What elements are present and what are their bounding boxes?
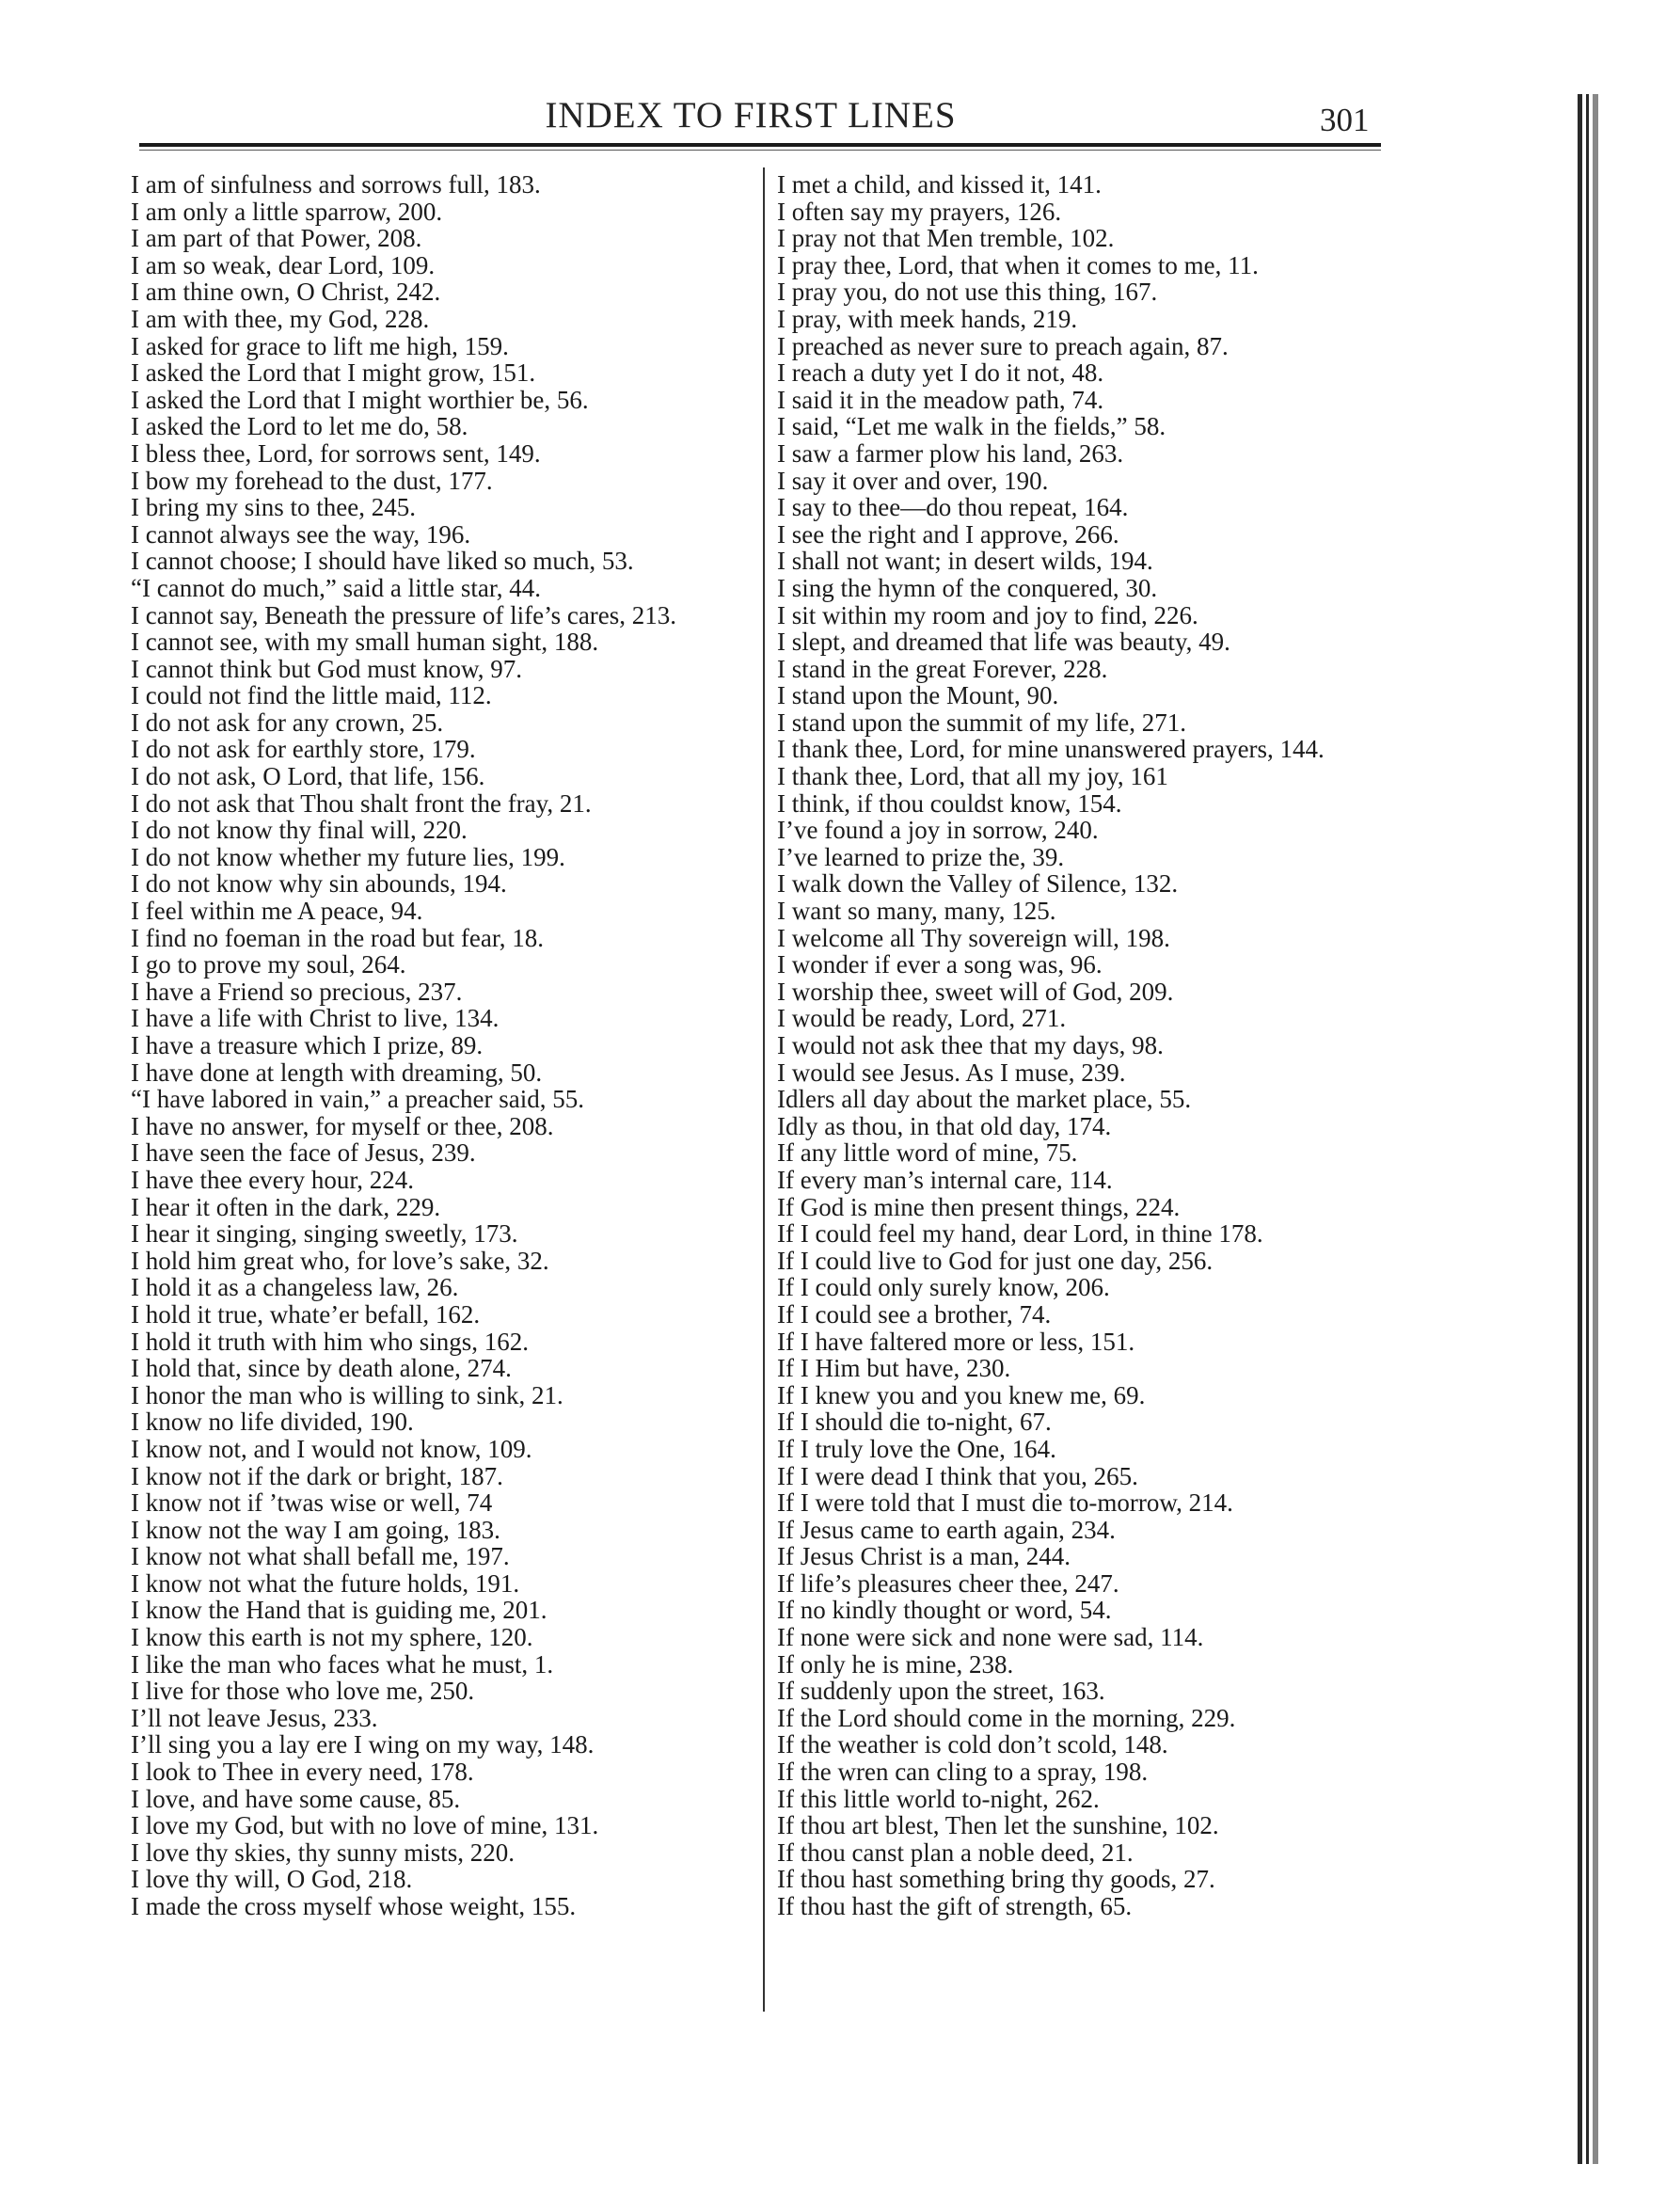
index-entry: If I were dead I think that you, 265. (777, 1461, 1138, 1490)
index-entry: If thou canst plan a noble deed, 21. (777, 1838, 1134, 1867)
index-entry: I asked the Lord that I might grow, 151. (131, 358, 536, 388)
index-entry: If none were sick and none were sad, 114. (777, 1623, 1204, 1652)
index-entry: I go to prove my soul, 264. (131, 950, 406, 979)
index-entry: I said it in the meadow path, 74. (777, 385, 1104, 414)
index-entry: I am only a little sparrow, 200. (131, 197, 443, 226)
index-entry: I am of sinfulness and sorrows full, 183. (131, 170, 541, 199)
index-entry: I know not what the future holds, 191. (131, 1568, 520, 1598)
index-entry: I feel within me A peace, 94. (131, 897, 423, 926)
index-entry: I do not know why sin abounds, 194. (131, 869, 507, 899)
index-entry: I met a child, and kissed it, 141. (777, 170, 1102, 199)
index-entry: I say to thee—do thou repeat, 164. (777, 493, 1129, 522)
index-entry: I think, if thou couldst know, 154. (777, 788, 1122, 818)
index-entry: I cannot choose; I should have liked so much, 53. (131, 547, 634, 576)
index-entry: I am so weak, dear Lord, 109. (131, 250, 436, 279)
index-entry: I cannot see, with my small human sight, 188. (131, 628, 599, 657)
index-entry: I hear it singing, singing sweetly, 173. (131, 1219, 518, 1249)
index-entry: If I could feel my hand, dear Lord, in thine 178. (777, 1219, 1263, 1249)
index-entry: If thou hast something bring thy goods, 27. (777, 1865, 1215, 1894)
index-entry: I hear it often in the dark, 229. (131, 1192, 441, 1221)
left-column (131, 171, 752, 1920)
index-entry: If I were told that I must die to-morrow, 214. (777, 1488, 1233, 1518)
index-entry: “I have labored in vain,” a preacher said, 55. (131, 1085, 585, 1114)
index-entry: I know not, and I would not know, 109. (131, 1434, 532, 1463)
index-entry: If this little world to-night, 262. (777, 1784, 1100, 1813)
index-entry: I bow my forehead to the dust, 177. (131, 466, 493, 495)
index-entry: If every man’s internal care, 114. (777, 1165, 1113, 1194)
index-entry: If any little word of mine, 75. (777, 1138, 1078, 1168)
index-entry: I stand upon the summit of my life, 271. (777, 708, 1186, 737)
index-entry: I love thy skies, thy sunny mists, 220. (131, 1838, 516, 1867)
index-entry: I love my God, but with no love of mine, 131. (131, 1811, 599, 1840)
index-entry: If I knew you and you knew me, 69. (777, 1380, 1146, 1409)
index-entry: I made the cross myself whose weight, 155. (131, 1892, 577, 1920)
index-entry: If only he is mine, 238. (777, 1649, 1014, 1679)
index-entry: I often say my prayers, 126. (777, 197, 1062, 226)
index-entry: I cannot say, Beneath the pressure of life’s cares, 213. (131, 600, 677, 629)
index-entry: I know not the way I am going, 183. (131, 1515, 500, 1544)
index-entry: I have no answer, for myself or thee, 208. (131, 1111, 554, 1140)
index-entry: I welcome all Thy sovereign will, 198. (777, 923, 1170, 952)
index-entry: If Jesus came to earth again, 234. (777, 1515, 1116, 1544)
index-entry: I love, and have some cause, 85. (131, 1784, 461, 1813)
index-entry: If I could live to God for just one day, 256. (777, 1246, 1214, 1275)
index-entry: Idly as thou, in that old day, 174. (777, 1111, 1112, 1140)
index-entry: If I have faltered more or less, 151. (777, 1327, 1135, 1356)
index-entry: If I truly love the One, 164. (777, 1434, 1056, 1463)
index-entry: If the Lord should come in the morning, 229. (777, 1703, 1236, 1732)
index-entry: I have a life with Christ to live, 134. (131, 1004, 500, 1033)
index-entry: I have done at length with dreaming, 50. (131, 1058, 543, 1087)
index-entry: I am part of that Power, 208. (131, 224, 422, 253)
index-entry: I worship thee, sweet will of God, 209. (777, 977, 1174, 1006)
index-entry: I do not ask for earthly store, 179. (131, 735, 476, 764)
index-entry: I hold it truth with him who sings, 162. (131, 1327, 530, 1356)
index-entry: I see the right and I approve, 266. (777, 519, 1119, 549)
index-entry: If I should die to-night, 67. (777, 1408, 1052, 1437)
index-entry: Idlers all day about the market place, 55. (777, 1085, 1192, 1114)
index-entry: I asked the Lord to let me do, 58. (131, 412, 468, 441)
index-entry: I said, “Let me walk in the fields,” 58. (777, 412, 1166, 441)
index-entry: I find no foeman in the road but fear, 18. (131, 923, 545, 952)
index-entry: I pray not that Men tremble, 102. (777, 224, 1115, 253)
index-entry: I do not know thy final will, 220. (131, 816, 468, 845)
index-entry: If thou art blest, Then let the sunshine, 102. (777, 1811, 1219, 1840)
index-entry: I am with thee, my God, 228. (131, 304, 430, 333)
index-entry: I know this earth is not my sphere, 120. (131, 1623, 533, 1652)
index-entry: I have seen the face of Jesus, 239. (131, 1138, 476, 1168)
page-edge-shadow (1593, 94, 1598, 2164)
index-entry: I could not find the little maid, 112. (131, 681, 492, 710)
index-entry: I have thee every hour, 224. (131, 1165, 415, 1194)
right-column (777, 171, 1388, 1920)
index-entry: I do not ask, O Lord, that life, 156. (131, 762, 485, 791)
index-entry: I know not if ’twas wise or well, 74 (131, 1488, 493, 1518)
index-entry: I sit within my room and joy to find, 226. (777, 600, 1198, 629)
index-entry: I asked the Lord that I might worthier be, 56. (131, 385, 589, 414)
index-entry: I hold it as a changeless law, 26. (131, 1273, 459, 1302)
index-entry: I like the man who faces what he must, 1. (131, 1649, 554, 1679)
page-title: INDEX TO FIRST LINES (545, 95, 957, 135)
index-entry: I saw a farmer plow his land, 263. (777, 438, 1124, 468)
index-entry: I shall not want; in desert wilds, 194. (777, 547, 1153, 576)
index-entry: I bring my sins to thee, 245. (131, 493, 416, 522)
index-entry: I know not what shall befall me, 197. (131, 1542, 510, 1571)
index-entry: I do not ask for any crown, 25. (131, 708, 444, 737)
index-entry: I thank thee, Lord, for mine unanswered prayers, 144. (777, 735, 1325, 764)
index-entry: If the weather is cold don’t scold, 148. (777, 1730, 1168, 1759)
page-edge-shadow (1586, 94, 1589, 2164)
index-entry: I would be ready, Lord, 271. (777, 1004, 1067, 1033)
page-edge-shadow (1578, 94, 1582, 2164)
index-entry: I’ll sing you a lay ere I wing on my way, 148. (131, 1730, 595, 1759)
index-entry: I am thine own, O Christ, 242. (131, 278, 441, 307)
index-entry: I pray, with meek hands, 219. (777, 304, 1078, 333)
index-entry: If God is mine then present things, 224. (777, 1192, 1181, 1221)
index-entry: I have a treasure which I prize, 89. (131, 1031, 484, 1059)
index-entry: I’ve learned to prize the, 39. (777, 842, 1065, 871)
index-entry: I asked for grace to lift me high, 159. (131, 331, 509, 360)
index-entry: I reach a duty yet I do it not, 48. (777, 358, 1104, 388)
index-entry: I know the Hand that is guiding me, 201. (131, 1596, 547, 1625)
index-entry: I hold him great who, for love’s sake, 32. (131, 1246, 549, 1275)
index-entry: I slept, and dreamed that life was beauty, 49. (777, 628, 1230, 657)
index-entry: If suddenly upon the street, 163. (777, 1677, 1105, 1706)
index-entry: I love thy will, O God, 218. (131, 1865, 413, 1894)
index-entry: I stand in the great Forever, 228. (777, 654, 1108, 683)
index-entry: I know not if the dark or bright, 187. (131, 1461, 503, 1490)
index-entry: If Jesus Christ is a man, 244. (777, 1542, 1071, 1571)
index-entry: If life’s pleasures cheer thee, 247. (777, 1568, 1119, 1598)
index-entry: If I Him but have, 230. (777, 1354, 1011, 1383)
page-number: 301 (1320, 102, 1370, 138)
index-entry: I live for those who love me, 250. (131, 1677, 475, 1706)
index-entry: If the wren can cling to a spray, 198. (777, 1758, 1149, 1787)
index-entry: I do not know whether my future lies, 199. (131, 842, 565, 871)
index-entry: I cannot think but God must know, 97. (131, 654, 522, 683)
header-rule-thin (139, 150, 1381, 151)
index-entry: I’ll not leave Jesus, 233. (131, 1703, 378, 1732)
index-entry: If no kindly thought or word, 54. (777, 1596, 1112, 1625)
index-entry: If I could see a brother, 74. (777, 1299, 1052, 1329)
index-entry: I cannot always see the way, 196. (131, 519, 471, 549)
index-entry: I wonder if ever a song was, 96. (777, 950, 1103, 979)
index-entry: I hold that, since by death alone, 274. (131, 1354, 512, 1383)
index-entry: “I cannot do much,” said a little star, 44. (131, 573, 542, 602)
index-entry: I stand upon the Mount, 90. (777, 681, 1059, 710)
index-entry: I bless thee, Lord, for sorrows sent, 149. (131, 438, 541, 468)
index-entry: I walk down the Valley of Silence, 132. (777, 869, 1179, 899)
index-entry: I would not ask thee that my days, 98. (777, 1031, 1164, 1059)
index-entry: I honor the man who is willing to sink, 21. (131, 1380, 563, 1409)
index-entry: I preached as never sure to preach again, 87. (777, 331, 1229, 360)
index-entry: If I could only surely know, 206. (777, 1273, 1110, 1302)
index-entry: I pray you, do not use this thing, 167. (777, 278, 1158, 307)
index-entry: I have a Friend so precious, 237. (131, 977, 463, 1006)
column-divider (763, 167, 765, 2012)
index-entry: I hold it true, whate’er befall, 162. (131, 1299, 481, 1329)
index-entry: I do not ask that Thou shalt front the fray, 21. (131, 788, 592, 818)
index-entry: I thank thee, Lord, that all my joy, 161 (777, 762, 1168, 791)
index-entry: I say it over and over, 190. (777, 466, 1049, 495)
index-entry: I would see Jesus. As I muse, 239. (777, 1058, 1126, 1087)
index-entry: If thou hast the gift of strength, 65. (777, 1892, 1133, 1920)
index-entry: I’ve found a joy in sorrow, 240. (777, 816, 1099, 845)
index-entry: I pray thee, Lord, that when it comes to me, 11. (777, 250, 1259, 279)
index-entry: I look to Thee in every need, 178. (131, 1758, 474, 1787)
header-rule (139, 143, 1381, 147)
index-entry: I know no life divided, 190. (131, 1408, 414, 1437)
index-entry: I sing the hymn of the conquered, 30. (777, 573, 1158, 602)
index-entry: I want so many, many, 125. (777, 897, 1056, 926)
